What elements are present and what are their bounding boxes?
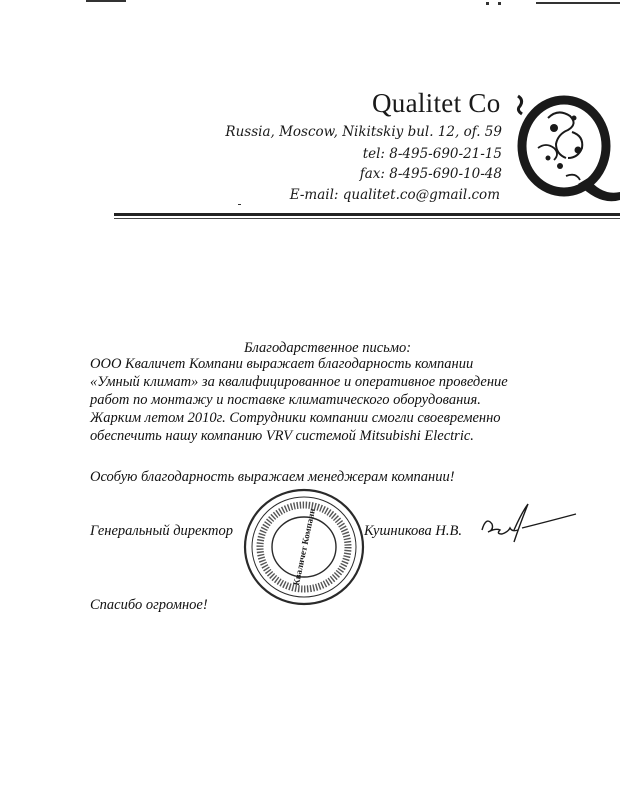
company-email: E-mail: qualitet.co@gmail.com xyxy=(289,187,500,203)
letter-line: ООО Кваличет Компани выражает благодарность компании xyxy=(90,356,474,372)
letter-heading: Благодарственное письмо: xyxy=(244,340,412,356)
header-rule-thin xyxy=(114,218,620,219)
company-address: Russia, Moscow, Nikitskiy bul. 12, of. 59 xyxy=(225,124,502,140)
letter-line: Жарким летом 2010г. Сотрудники компании смогли своевременно xyxy=(90,410,501,426)
letter-line: «Умный климат» за квалифицированное и оперативное проведение xyxy=(90,374,508,390)
company-stamp xyxy=(241,486,367,608)
director-name: Кушникова Н.В. xyxy=(364,523,462,539)
company-fax: fax: 8-495-690-10-48 xyxy=(359,166,502,182)
scan-artifact xyxy=(238,204,241,205)
letter-line: работ по монтажу и поставке климатического оборудования. xyxy=(90,392,481,408)
monogram-logo xyxy=(508,88,620,210)
company-tel: tel: 8-495-690-21-15 xyxy=(362,146,502,162)
scan-artifact xyxy=(498,2,501,5)
company-name: Qualitet Co xyxy=(372,88,501,118)
header-rule xyxy=(114,213,620,216)
special-thanks: Особую благодарность выражаем менеджерам компании! xyxy=(90,469,455,485)
director-signature xyxy=(478,500,578,550)
closing-line: Спасибо огромное! xyxy=(90,597,208,613)
scan-artifact xyxy=(486,2,489,5)
stamp-center-text: Кваличет Компани xyxy=(290,507,318,587)
letter-line: обеспечить нашу компанию VRV системой Mitsubishi Electric. xyxy=(90,428,474,444)
scan-artifact xyxy=(536,2,620,4)
scan-artifact xyxy=(86,0,126,2)
director-title: Генеральный директор xyxy=(90,523,234,539)
